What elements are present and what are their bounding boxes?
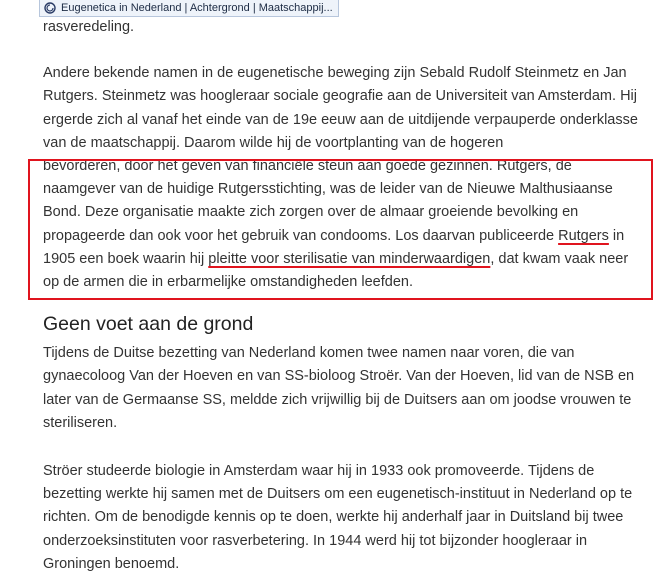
rutgers-underlined: Rutgers: [558, 227, 609, 244]
section-heading: Geen voet aan de grond: [43, 313, 254, 336]
browser-tab[interactable]: [39, 0, 339, 17]
browser-tab-title: Eugenetica in Nederland | Achtergrond | Maatschappij...: [61, 2, 333, 14]
sterilisation-plea-underlined: pleitte voor sterilisatie van minderwaardigen: [208, 250, 491, 267]
rutgers-text-1: bevorderen, door het geven van financiële steun aan goede gezinnen. Rutgers, de naamgever van de huidige Rutgersstichting, was de leider van de Nieuwe Malthusiaanse Bond. Deze organisatie maakte zich zorgen over de almaar groeiende bevolking en propageerde dan ook voor het gebruik van condooms. Los daarvan publiceerde: [43, 158, 613, 244]
paragraph-rutgers: [43, 155, 643, 294]
paragraph-steinmetz: Andere bekende namen in de eugenetische beweging zijn Sebald Rudolf Steinmetz en Jan Rutgers. Steinmetz was hoogleraar sociale geografie aan de Universiteit van Amsterdam. Hij ergerde zich al vanaf het einde van de 19e eeuw aan de uitdijende verpauperde onderklasse van de maatschappij. Daarom wilde hij de voortplanting van de hogeren: [43, 65, 638, 151]
paragraph-van-der-hoeven: Tijdens de Duitse bezetting van Nederland komen twee namen naar voren, die van gynaecoloog Van der Hoeven en van SS-bioloog Stroër. Van der Hoeven, lid van de NSB en later van de Germaanse SS, meldde zich vrijwillig bij de Duitsers aan om joodse vrouwen te steriliseren.: [43, 345, 635, 431]
article-body: [43, 16, 643, 573]
highlighted-passage: [43, 155, 643, 294]
site-favicon-icon: [44, 2, 56, 14]
rutgers-text-2: in 1905 een boek waarin hij: [43, 227, 625, 267]
paragraph-rasveredeling: rasveredeling.: [43, 19, 135, 35]
rutgers-text-3: , dat kwam vaak neer op de armen die in erbarmelijke omstandigheden leefden.: [43, 250, 629, 291]
paragraph-stroer: Ströer studeerde biologie in Amsterdam waar hij in 1933 ook promoveerde. Tijdens de bezetting werkte hij samen met de Duitsers om een eugenetisch-instituut in Nederland op te richten. Om de benodigde kennis op te doen, werkte hij anderhalf jaar in Duitsland bij twee onderzoeksinstituten voor rasverbetering. In 1944 werd hij tot bijzonder hoogleraar in Groningen benoemd.: [43, 463, 633, 572]
